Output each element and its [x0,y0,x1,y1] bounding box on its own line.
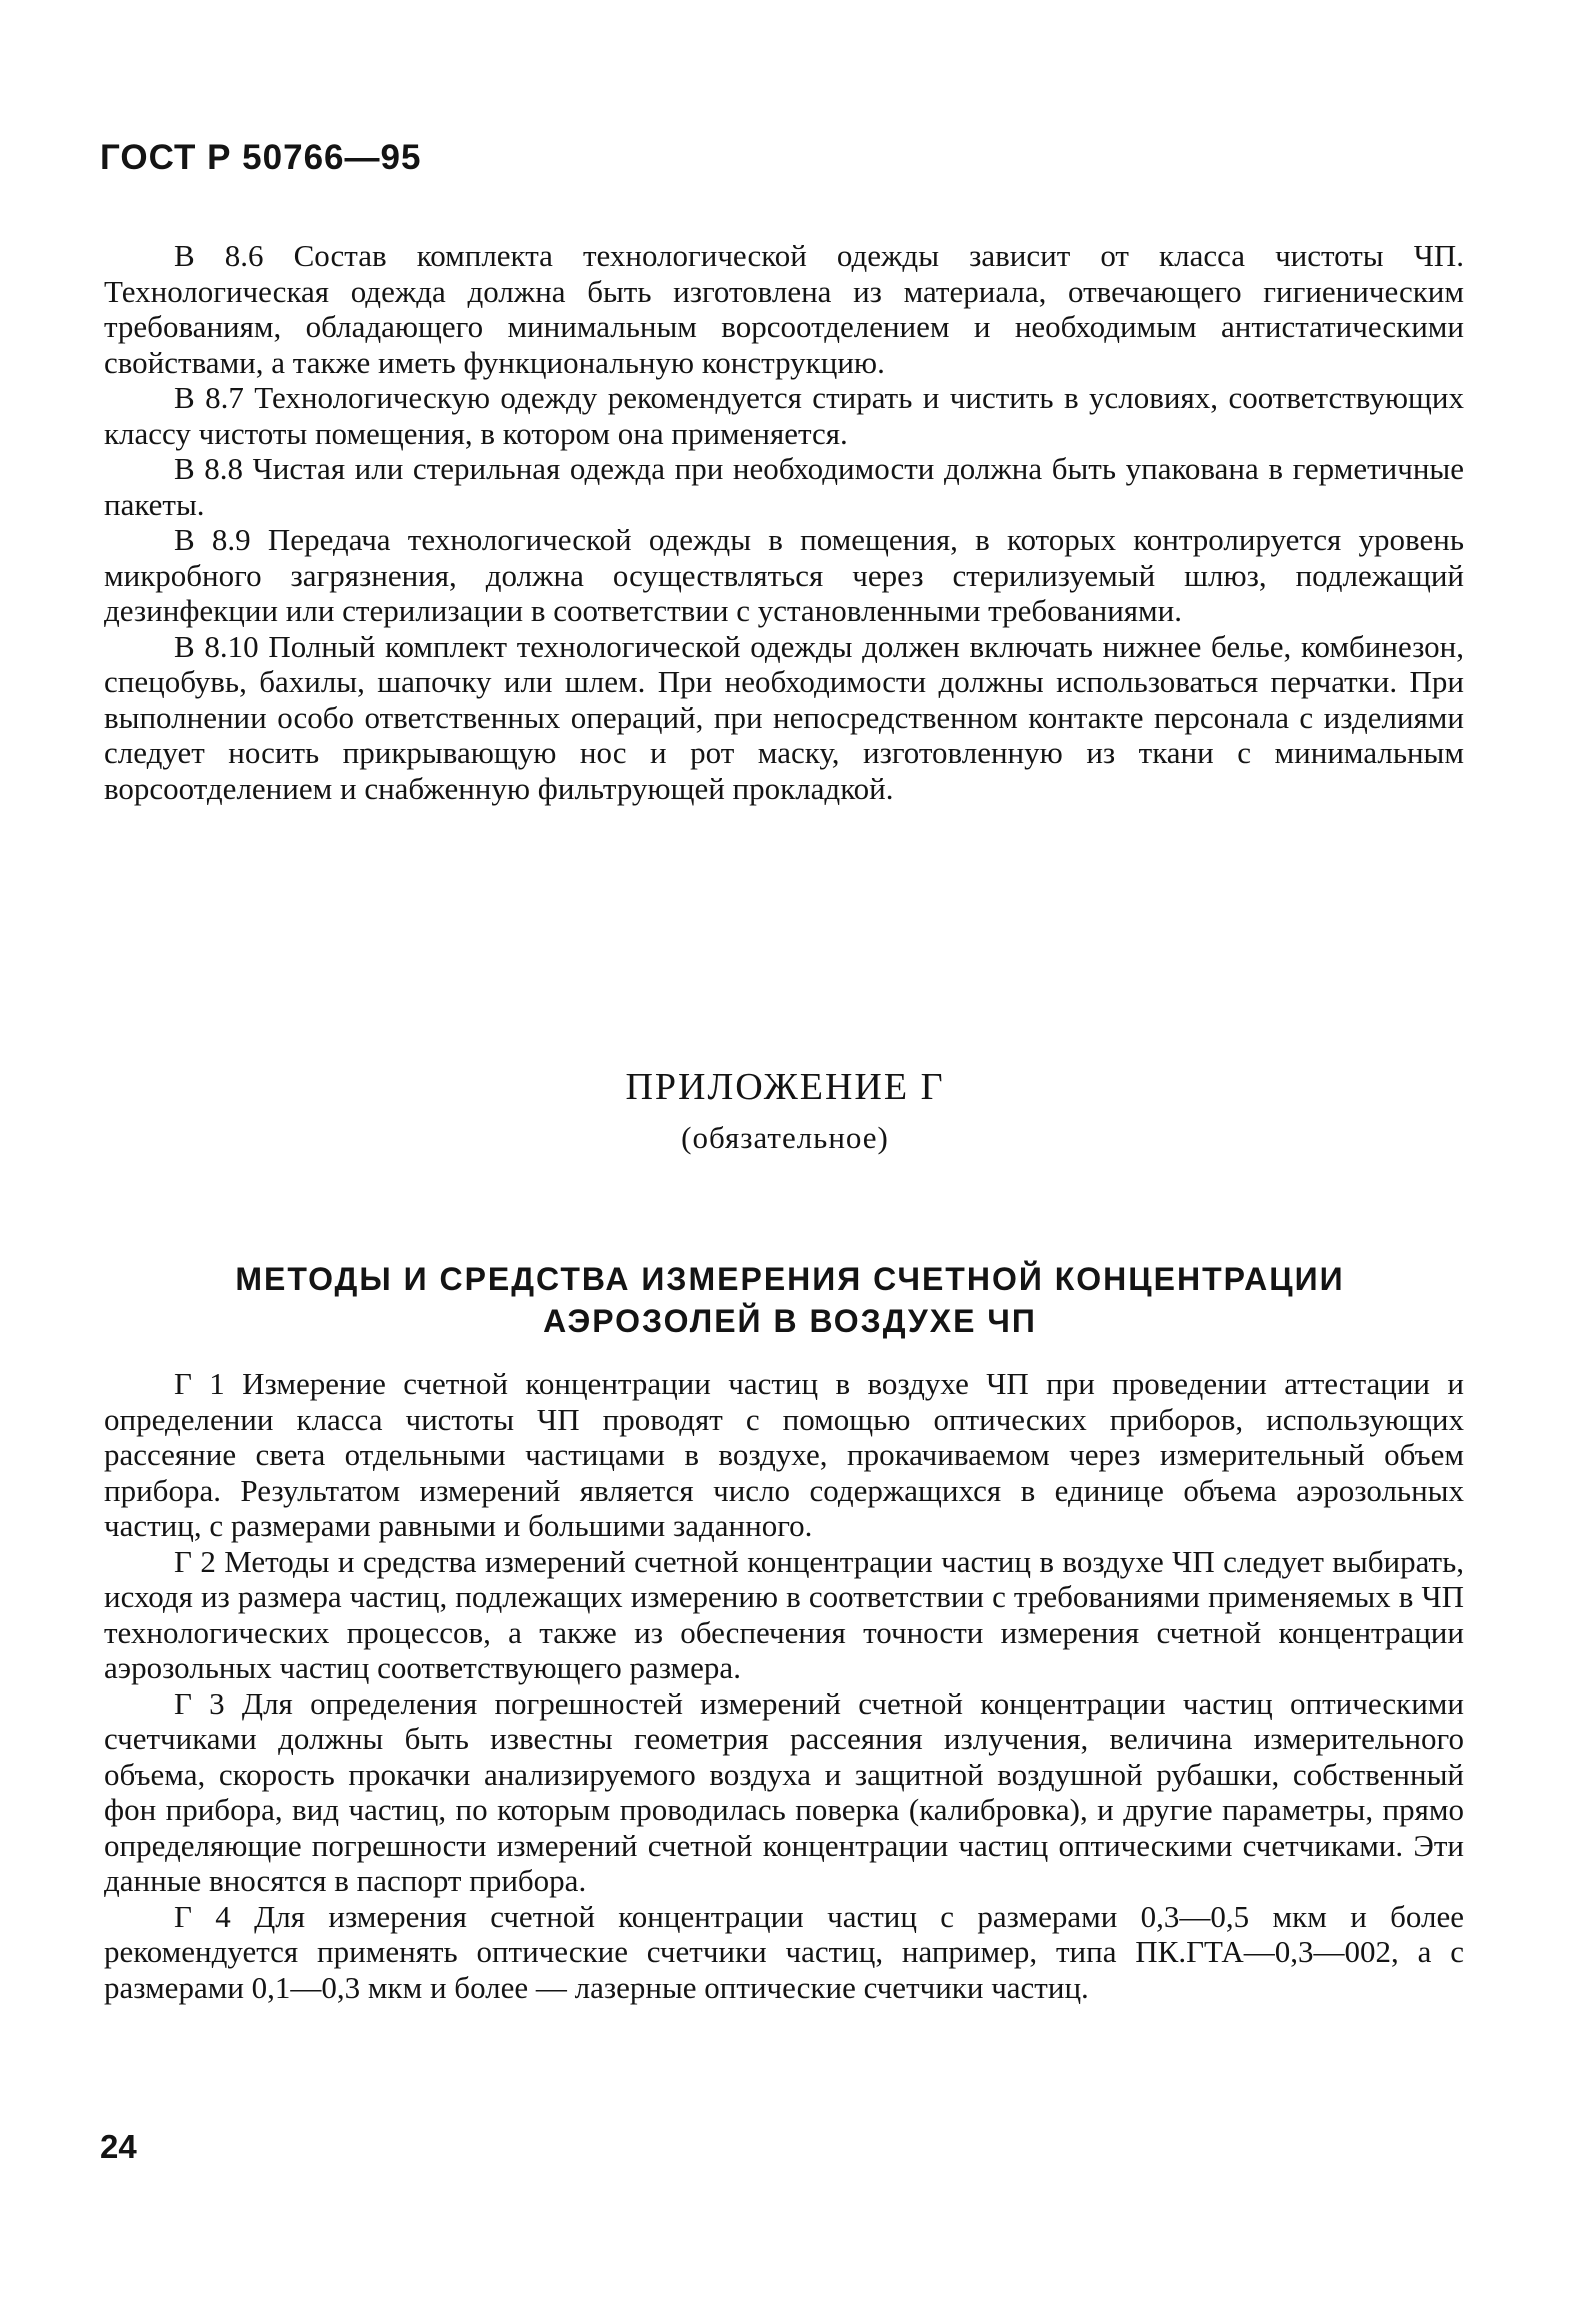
paragraph-8-10: В 8.10 Полный комплект технологической одежды должен включать нижнее белье, комбинезон, спецобувь, бахилы, шапочку или шлем. При необходимости должны использоваться перчатки. При выполнении особо ответственных операций, при непосредственном контакте персонала с изделиями следует носить прикрывающую нос и рот маску, изготовленную из ткани с минимальным ворсоотделением и снабженную фильтрующей прокладкой. [104,628,1464,806]
document-code-header: ГОСТ Р 50766—95 [100,138,422,177]
appendix-title: ПРИЛОЖЕНИЕ Г [625,1066,945,1108]
paragraph-g4: Г 4 Для измерения счетной концентрации частиц с размерами 0,3—0,5 мкм и более рекомендуется применять оптические счетчики частиц, например, типа ПК.ГТА—0,3—002, а с размерами 0,1—0,3 мкм и более — лазерные оптические счетчики частиц. [104,1898,1464,2005]
section-8-text [104,238,1464,806]
appendix-heading-line-1: МЕТОДЫ И СРЕДСТВА ИЗМЕРЕНИЯ СЧЕТНОЙ КОНЦЕНТРАЦИИ [235,1261,1345,1297]
page-number: 24 [100,2128,137,2165]
appendix-heading [120,1258,1460,1342]
paragraph-8-9: В 8.9 Передача технологической одежды в помещения, в которых контролируется уровень микробного загрязнения, должна осуществляться через стерилизуемый шлюз, подлежащий дезинфекции или стерилизации в соответствии с установленными требованиями. [104,522,1464,628]
paragraph-8-8: В 8.8 Чистая или стерильная одежда при необходимости должна быть упакована в герметичные пакеты. [104,451,1464,522]
paragraph-g3: Г 3 Для определения погрешностей измерений счетной концентрации частиц оптическими счетчиками должны быть известны геометрия рассеяния излучения, величина измерительного объема, скорость прокачки анализируемого воздуха и защитной воздушной рубашки, собственный фон прибора, вид частиц, по которым проводилась поверка (калибровка), и другие параметры, прямо определяющие погрешности измерений счетной концентрации частиц оптическими счетчиками. Эти данные вносятся в паспорт прибора. [104,1685,1464,1898]
paragraph-g2: Г 2 Методы и средства измерений счетной концентрации частиц в воздухе ЧП следует выбирать, исходя из размера частиц, подлежащих измерению в соответствии с требованиями применяемых в ЧП технологических процессов, а также из обеспечения точности измерения счетной концентрации аэрозольных частиц соответствующего размера. [104,1543,1464,1685]
paragraph-8-6: В 8.6 Состав комплекта технологической одежды зависит от класса чистоты ЧП. Технологическая одежда должна быть изготовлена из материала, отвечающего гигиеническим требованиям, обладающего минимальным ворсоотделением и необходимым антистатическими свойствами, а также иметь функциональную конструкцию. [104,238,1464,380]
appendix-heading-line-2: АЭРОЗОЛЕЙ В ВОЗДУХЕ ЧП [543,1303,1037,1339]
appendix-subtitle: (обязательное) [681,1120,889,1155]
paragraph-g1: Г 1 Измерение счетной концентрации частиц в воздухе ЧП при проведении аттестации и определении класса чистоты ЧП проводят с помощью оптических приборов, использующих рассеяние света отдельными частицами в воздухе, прокачиваемом через измерительный объем прибора. Результатом измерений является число содержащихся в единице объема аэрозольных частиц, с размерами равными и большими заданного. [104,1366,1464,1543]
paragraph-8-7: В 8.7 Технологическую одежду рекомендуется стирать и чистить в условиях, соответствующих классу чистоты помещения, в котором она применяется. [104,380,1464,451]
appendix-text [104,1366,1464,2005]
